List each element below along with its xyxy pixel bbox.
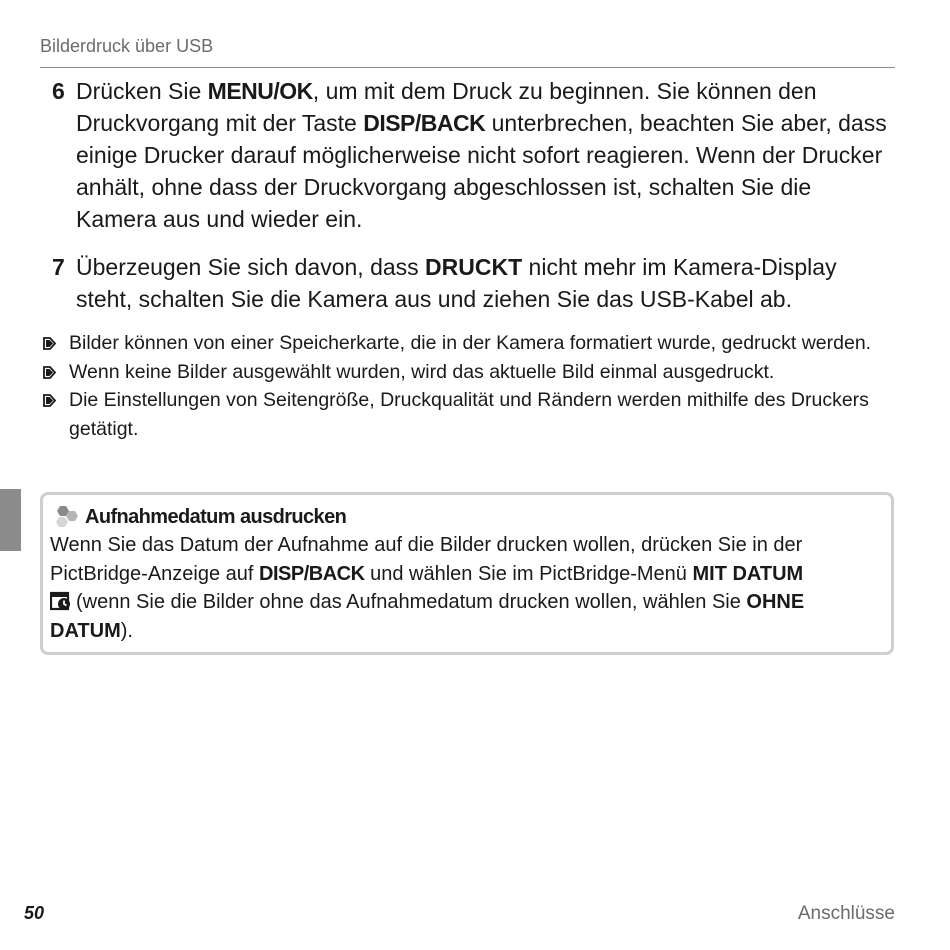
step-number: 6 (52, 78, 65, 104)
tip-title: Aufnahmedatum ausdrucken (51, 503, 346, 531)
tip-text: Wenn Sie das Datum der Aufnahme auf die Bilder drucken wollen, drücken Sie in der PictBridge-Anzeige auf DISP/BACK und wählen Sie im PictBridge-Menü MIT DATUM (wenn Sie die Bilder ohne das Aufnahmedatum drucken wollen, wählen Sie OHNE DATUM). (50, 534, 805, 642)
step-7 (52, 251, 892, 315)
list-item: Wenn keine Bilder ausgewählt wurden, wird das aktuelle Bild einmal ausgedruckt. (40, 358, 880, 387)
page-number: 50 (24, 903, 45, 923)
step-text: Überzeugen Sie sich davon, dass DRUCKT nicht mehr im Kamera-Display steht, schalten Sie die Kamera aus und ziehen Sie das USB-Kabel ab. (76, 254, 837, 312)
list-item: Die Einstellungen von Seitengröße, Druckqualität und Rändern werden mithilfe des Druckers getätigt. (40, 386, 880, 443)
note-icon (42, 393, 57, 408)
step-number: 7 (52, 254, 65, 280)
list-item: Bilder können von einer Speicherkarte, die in der Kamera formatiert wurde, gedruckt werden. (40, 329, 880, 358)
note-icon (42, 336, 57, 351)
notes-list (40, 329, 880, 443)
menu-ok-key: MENU/OK (207, 78, 313, 104)
date-stamp-icon (50, 591, 72, 611)
step-text: Drücken Sie MENU/OK, um mit dem Druck zu beginnen. Sie können den Druckvorgang mit der Taste DISP/BACK unterbrechen, beachten Sie aber, dass einige Drucker darauf möglicherweise nicht sofort reagieren. Wenn der Drucker anhält, ohne dass der Druckvorgang abgeschlossen ist, schalten Sie die Kamera aus und wieder ein. (76, 78, 887, 232)
chapter-tab-marker (0, 489, 21, 551)
disp-back-key: DISP/BACK (259, 562, 365, 585)
ohne-datum-option: OHNE DATUM (50, 591, 805, 642)
disp-back-key: DISP/BACK (363, 110, 486, 136)
mit-datum-option: MIT DATUM (692, 562, 804, 585)
tip-icon (51, 505, 79, 529)
chapter-name: Anschlüsse (797, 903, 895, 924)
tip-box (40, 492, 894, 655)
druckt-status: DRUCKT (425, 254, 523, 280)
step-6 (52, 75, 892, 235)
note-icon (42, 365, 57, 380)
header-divider (40, 67, 895, 68)
section-header: Bilderdruck über USB (40, 36, 214, 56)
